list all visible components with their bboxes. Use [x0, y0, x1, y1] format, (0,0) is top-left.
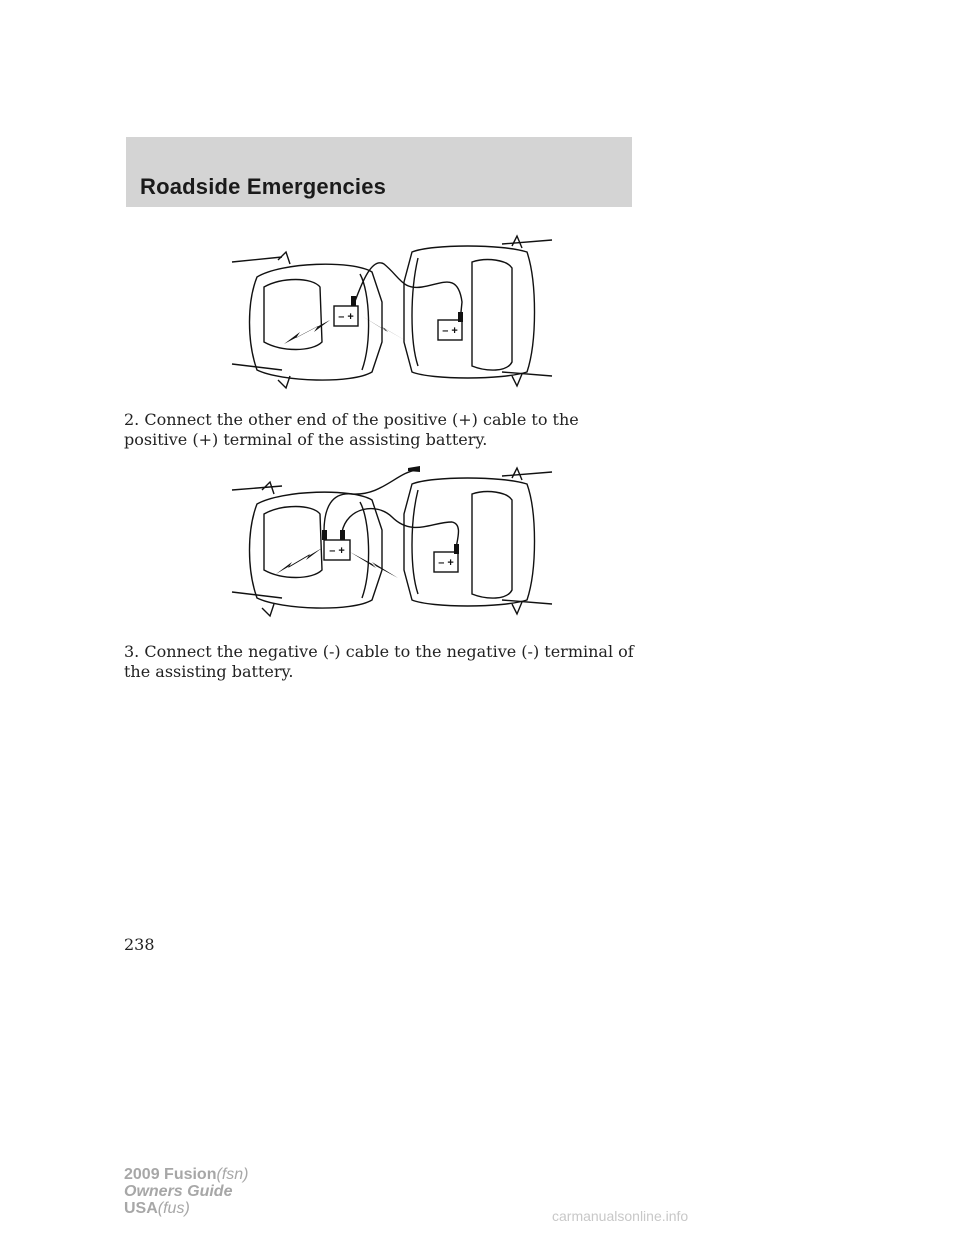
section-header	[126, 137, 632, 207]
section-title: Roadside Emergencies	[140, 174, 387, 199]
step-2-text: 2. Connect the other end of the positive (+) cable to the positive (+) terminal of the assisting battery.	[124, 410, 579, 449]
jump-start-diagram-step-3	[222, 462, 562, 620]
page-number: 238	[124, 935, 155, 954]
svg-text:– +: – +	[338, 311, 354, 323]
step-3-text: 3. Connect the negative (-) cable to the negative (-) terminal of the assisting battery.	[124, 642, 634, 681]
svg-text:– +: – +	[442, 325, 458, 337]
footer-region: USA	[124, 1200, 158, 1217]
jump-start-diagram-step-2	[222, 232, 562, 392]
svg-text:– +: – +	[329, 545, 345, 557]
footer-region-code: (fus)	[157, 1200, 190, 1217]
footer-guide: Owners Guide	[124, 1183, 233, 1200]
footer-model: 2009 Fusion	[124, 1166, 217, 1183]
document-footer	[124, 1166, 248, 1217]
footer-model-code: (fsn)	[216, 1166, 249, 1183]
watermark: carmanualsonline.info	[552, 1208, 689, 1224]
svg-text:– +: – +	[438, 557, 454, 569]
